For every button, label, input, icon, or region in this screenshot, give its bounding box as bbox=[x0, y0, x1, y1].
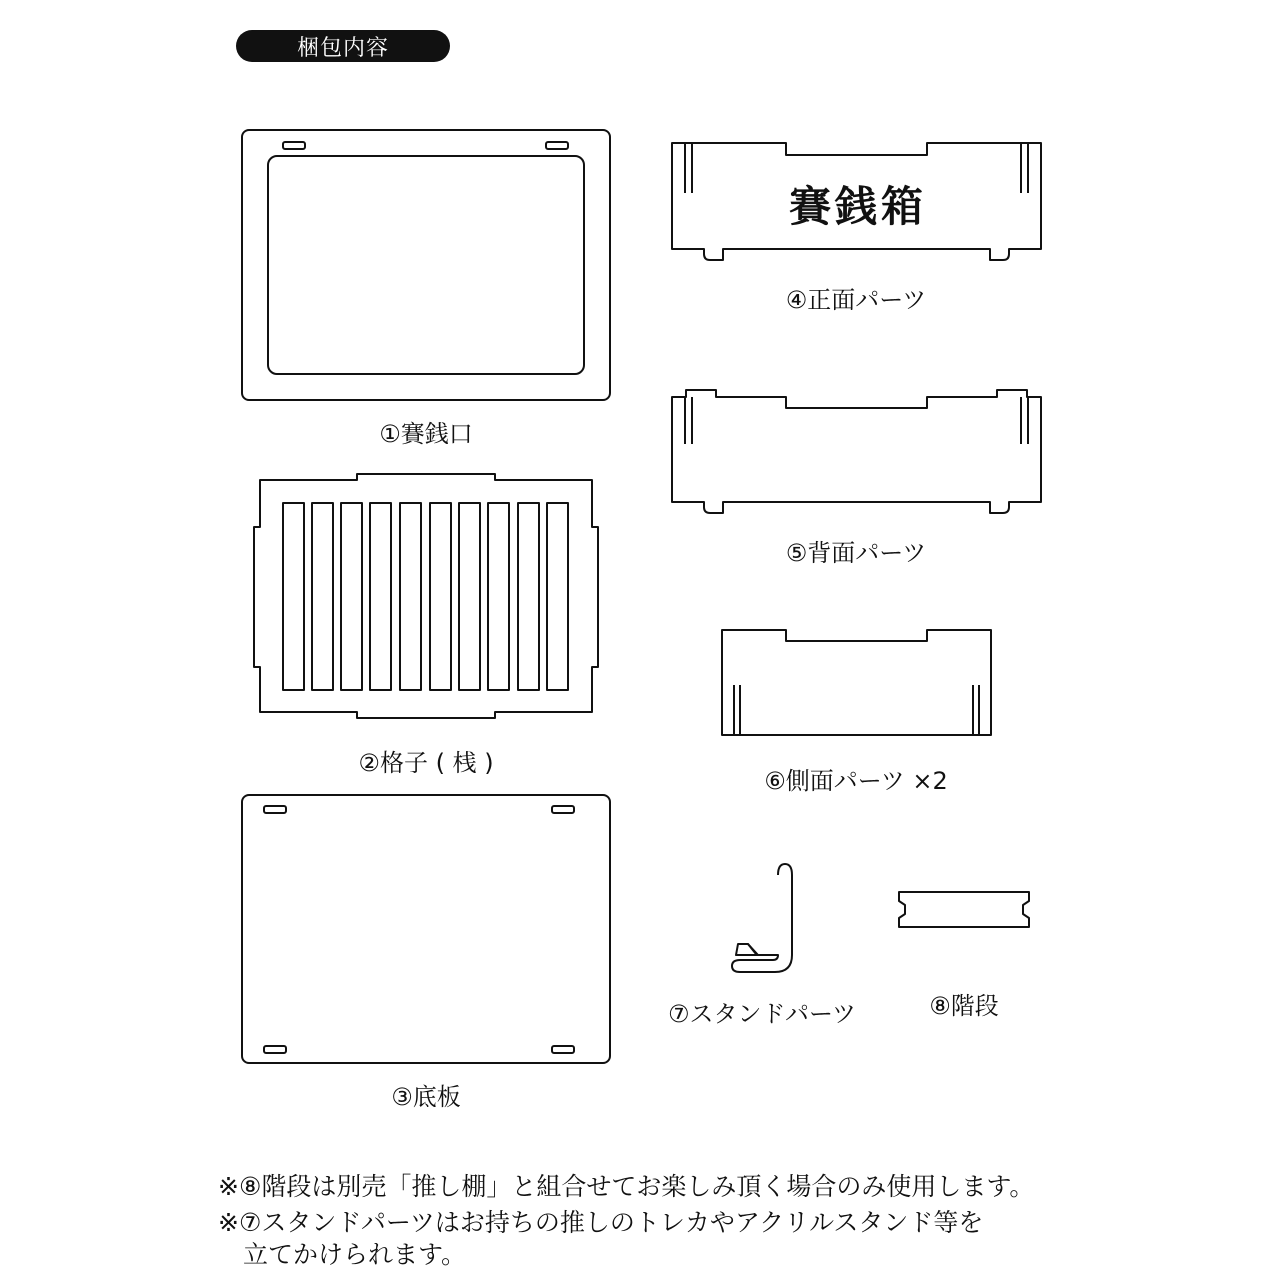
note-stand-cont: 立てかけられます。 bbox=[243, 1240, 467, 1269]
label-grille: ②格子 ( 桟 ) bbox=[358, 749, 494, 777]
label-side: ⑥側面パーツ ×2 bbox=[764, 767, 948, 795]
label-step: ⑧階段 bbox=[929, 992, 999, 1020]
part-offering-slot bbox=[242, 130, 610, 400]
label-back: ⑤背面パーツ bbox=[785, 539, 927, 567]
label-front: ④正面パーツ bbox=[785, 286, 927, 314]
label-stand: ⑦スタンドパーツ bbox=[667, 1000, 857, 1028]
label-offering-slot: ①賽銭口 bbox=[379, 420, 473, 448]
part-back bbox=[672, 390, 1041, 513]
label-base-plate: ③底板 bbox=[391, 1083, 461, 1111]
grille-slots bbox=[283, 503, 568, 690]
section-title: 梱包内容 bbox=[296, 35, 389, 61]
part-stand bbox=[732, 864, 792, 972]
front-engraving: 賽銭箱 bbox=[789, 182, 928, 231]
part-grille bbox=[254, 474, 598, 718]
part-side bbox=[722, 630, 991, 735]
part-step bbox=[899, 892, 1029, 927]
part-base-plate bbox=[242, 795, 610, 1063]
note-stand: ※⑦スタンドパーツはお持ちの推しのトレカやアクリルスタンド等を bbox=[218, 1208, 984, 1237]
note-step: ※⑧階段は別売「推し棚」と組合せてお楽しみ頂く場合のみ使用します。 bbox=[218, 1172, 1035, 1201]
